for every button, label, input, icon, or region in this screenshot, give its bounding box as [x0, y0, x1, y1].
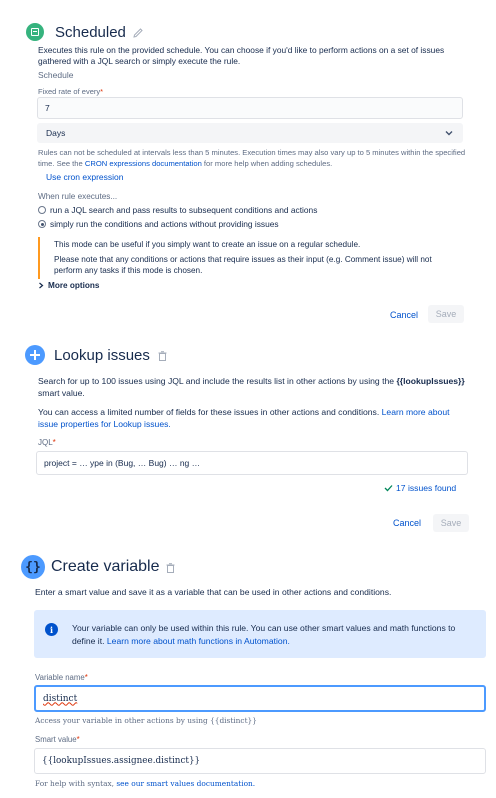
radio-button-selected[interactable] — [38, 220, 46, 228]
use-cron-link[interactable]: Use cron expression — [46, 172, 124, 182]
math-functions-link[interactable]: Learn more about math functions in Automation. — [106, 636, 290, 646]
scheduled-save-button[interactable]: Save — [428, 305, 464, 323]
variable-name-label: Variable name* — [35, 673, 88, 682]
trash-icon[interactable] — [166, 563, 175, 573]
schedule-label: Schedule — [38, 70, 74, 80]
create-variable-description: Enter a smart value and save it as a variable that can be used in other actions and conditions. — [35, 587, 392, 597]
warning-line-1: This mode can be useful if you simply want to create an issue on a regular schedule. — [54, 240, 361, 249]
radio-button[interactable] — [38, 206, 46, 214]
schedule-help: Rules can not be scheduled at intervals less than 5 minutes. Execution times may also vary up to 5 minutes within the specified time. See the CRON expressions documentation for more help when adding schedules. — [38, 148, 466, 168]
chevron-down-icon — [444, 128, 454, 138]
check-icon — [384, 484, 393, 492]
chevron-right-icon — [38, 282, 44, 289]
rate-value: 7 — [45, 103, 50, 113]
lookup-learn-more-link[interactable]: Learn more about issue properties for Lookup issues. — [38, 407, 450, 429]
unit-value: Days — [46, 128, 66, 138]
when-label: When rule executes... — [38, 192, 118, 201]
jql-result: 17 issues found — [384, 483, 456, 493]
warning-line-2: Please note that any conditions or actions that require issues as their input (e.g. Comment issue) will not perform any tasks if this mode is chosen. — [54, 255, 432, 275]
radio-option-jql[interactable]: run a JQL search and pass results to subsequent conditions and actions — [38, 205, 317, 215]
rate-label: Fixed rate of every* — [38, 87, 104, 96]
cron-docs-link[interactable]: CRON expressions documentation — [84, 158, 202, 168]
smart-value-help: For help with syntax, see our smart values documentation. — [35, 779, 256, 788]
info-panel — [34, 610, 486, 658]
smart-value-label: Smart value* — [35, 735, 80, 744]
variable-name-help: Access your variable in other actions by using {{distinct}} — [35, 716, 257, 725]
scheduled-description: Executes this rule on the provided schedule. You can choose if you'd like to perform actions on a set of issues gathered with a JQL search or simply execute the rule. — [38, 45, 445, 66]
warning-note — [38, 237, 462, 279]
variable-name-input[interactable] — [34, 685, 486, 712]
jql-value: project = … ype in (Bug, … Bug) … ng … — [44, 458, 201, 468]
rate-input[interactable] — [37, 97, 463, 119]
plus-icon — [25, 345, 45, 365]
trash-icon[interactable] — [158, 351, 167, 361]
jql-input[interactable] — [36, 451, 468, 475]
info-text: Your variable can only be used within this rule. You can use other smart values and math functions to define it. Learn more about math functions in Automation. — [72, 623, 456, 646]
jql-label: JQL* — [38, 438, 56, 447]
unit-select[interactable] — [37, 123, 463, 143]
pencil-icon[interactable] — [132, 27, 144, 39]
braces-icon: {} — [21, 555, 45, 579]
lookup-access-note: You can access a limited number of fields for these issues in other actions and conditions. Learn more about issue properties for Lookup issues. — [38, 407, 450, 429]
lookup-description: Search for up to 100 issues using JQL and include the results list in other actions by using the {{lookupIssues}} smart value. — [38, 376, 465, 398]
calendar-icon — [26, 23, 44, 41]
smart-value-input[interactable] — [34, 748, 486, 774]
info-icon: i — [45, 623, 58, 636]
smart-values-docs-link[interactable]: see our smart values documentation. — [116, 779, 256, 788]
lookup-title: Lookup issues — [54, 347, 150, 364]
radio-option-simple[interactable]: simply run the conditions and actions without providing issues — [38, 219, 279, 229]
scheduled-title: Scheduled — [55, 24, 126, 41]
smart-value-value: {{lookupIssues.assignee.distinct}} — [42, 756, 201, 766]
lookup-save-button[interactable]: Save — [433, 514, 469, 532]
create-variable-title: Create variable — [51, 558, 160, 575]
lookup-cancel-button[interactable]: Cancel — [393, 518, 422, 528]
more-options-toggle[interactable]: More options — [38, 281, 99, 290]
scheduled-cancel-button[interactable]: Cancel — [390, 310, 419, 320]
variable-name-value: distinct — [43, 693, 78, 704]
